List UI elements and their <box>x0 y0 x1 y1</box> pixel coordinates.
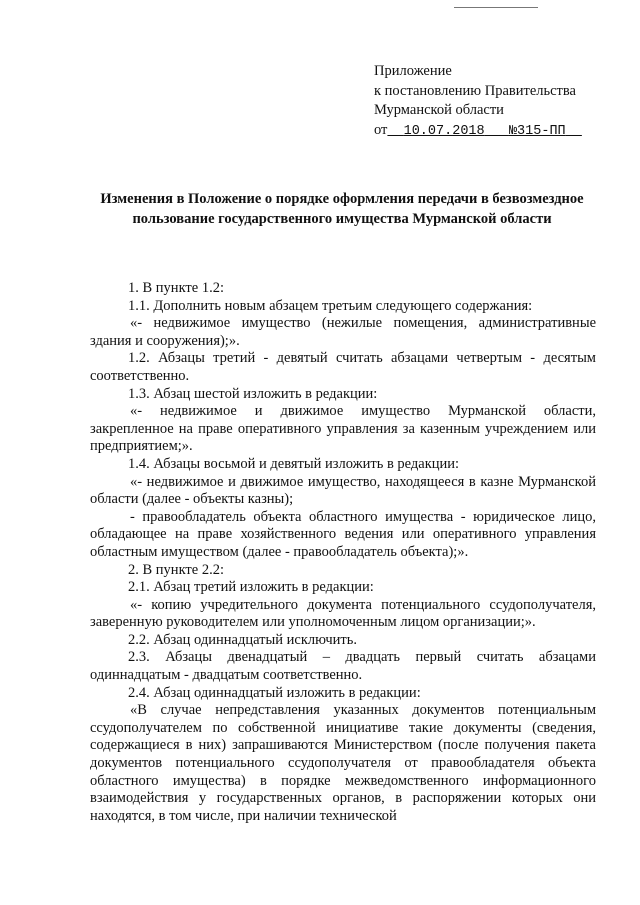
paragraph: - правообладатель объекта областного имущества - юридическое лицо, обладающее на праве хозяйственного ведения или оперативного управления областным имуществом (далее - правообладатель объекта);». <box>90 508 596 560</box>
appendix-line-1: Приложение <box>374 63 452 79</box>
appendix-date-line <box>374 121 582 142</box>
paragraph: 2.3. Абзацы двенадцатый – двадцать первый считать абзацами одиннадцатым - двадцатым соответственно. <box>90 649 596 684</box>
appendix-block <box>374 62 582 141</box>
date-prefix: от <box>374 121 388 138</box>
document-body <box>90 280 596 825</box>
paragraph: 2.1. Абзац третий изложить в редакции: <box>128 579 374 596</box>
paragraph: 1. В пункте 1.2: <box>128 280 224 296</box>
document-title: Изменения в Положение о порядке оформления передачи в безвозмездное пользование государственного имущества Мурманской области <box>100 191 584 227</box>
paragraph: 1.2. Абзацы третий - девятый считать абзацами четвертым - десятым соответственно. <box>90 350 596 384</box>
paragraph: «- недвижимое и движимое имущество Мурманской области, закрепленное на праве оперативного управления за казенным учреждением или предприятием;». <box>90 403 596 455</box>
paragraph: 1.4. Абзацы восьмой и девятый изложить в редакции: <box>128 455 460 472</box>
top-rule <box>454 7 538 8</box>
paragraph: «- копию учредительного документа потенциального ссудополучателя, заверенную руководителем или уполномоченным лицом организации;». <box>90 596 596 631</box>
paragraph: 1.3. Абзац шестой изложить в редакции: <box>128 385 378 402</box>
date-value: 10.07.2018 <box>403 123 485 139</box>
paragraph: 2.2. Абзац одиннадцатый исключить. <box>128 631 358 648</box>
appendix-line-3: Мурманской области <box>374 102 504 118</box>
paragraph: «В случае непредставления указанных документов потенциальным ссудополучателем по собственной инициативе такие документы (сведения, содержащиеся в них) запрашиваются Министерством (после получения пакета документов потенциального ссудополучателя от правообладателя объекта областного имущества) в порядке межведомственного информационного взаимодействия у государственных органов, в распоряжении которых они находятся, в том числе, при наличии технической <box>90 702 596 824</box>
paragraph: 1.1. Дополнить новым абзацем третьим следующего содержания: <box>128 297 533 314</box>
appendix-line-2: к постановлению Правительства <box>374 82 576 99</box>
paragraph: 2. В пункте 2.2: <box>128 561 224 578</box>
document-number: №315-ПП <box>508 123 566 139</box>
paragraph: «- недвижимое и движимое имущество, находящееся в казне Мурманской области (далее - объекты казны); <box>90 473 596 508</box>
paragraph: 2.4. Абзац одиннадцатый изложить в редакции: <box>128 684 421 701</box>
paragraph: «- недвижимое имущество (нежилые помещения, административные здания и сооружения);». <box>90 315 596 349</box>
